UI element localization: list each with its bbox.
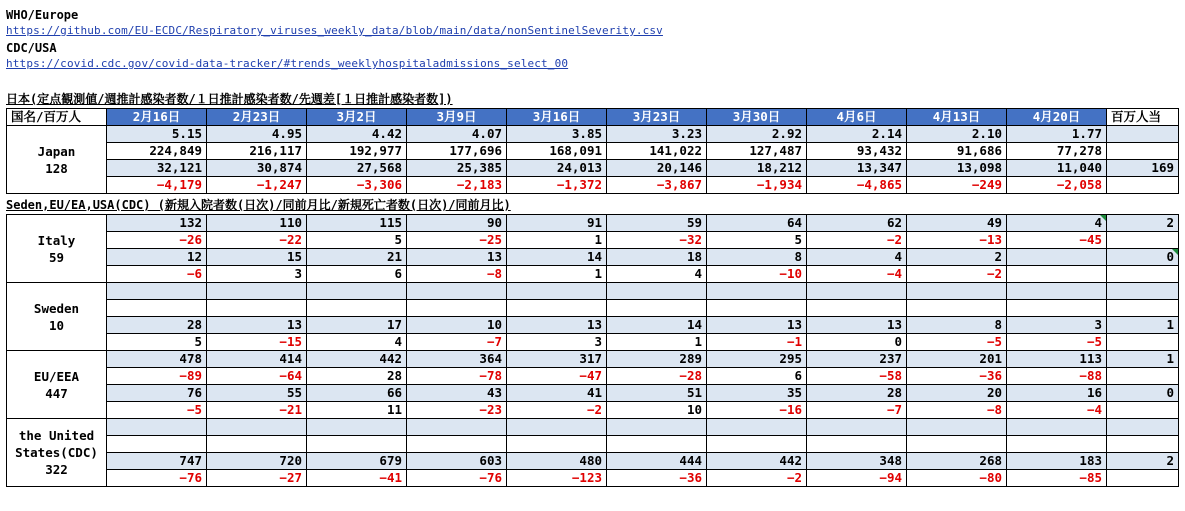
table-row — [7, 266, 1179, 283]
data-cell — [307, 436, 407, 453]
data-cell: −4 — [807, 266, 907, 283]
data-cell: 24,013 — [507, 160, 607, 177]
data-cell — [807, 419, 907, 436]
data-cell: 5 — [307, 232, 407, 249]
data-cell: 2.92 — [707, 126, 807, 143]
data-cell — [107, 300, 207, 317]
date-header-cell: 4月20日 — [1007, 109, 1107, 126]
data-cell: 141,022 — [607, 143, 707, 160]
data-cell: 289 — [607, 351, 707, 368]
data-cell — [1007, 266, 1107, 283]
data-cell: 13,347 — [807, 160, 907, 177]
data-cell: 14 — [607, 317, 707, 334]
country-population: 59 — [48, 249, 65, 265]
date-header-cell: 3月23日 — [607, 109, 707, 126]
data-cell: 201 — [907, 351, 1007, 368]
data-cell: 18 — [607, 249, 707, 266]
data-cell: 41 — [507, 385, 607, 402]
data-cell — [1107, 300, 1179, 317]
data-cell: 1 — [607, 334, 707, 351]
data-cell: 59 — [607, 215, 707, 232]
data-cell: −78 — [407, 368, 507, 385]
table-row — [7, 419, 1179, 436]
data-cell: 1 — [1107, 317, 1179, 334]
data-cell: 6 — [307, 266, 407, 283]
data-cell: 18,212 — [707, 160, 807, 177]
data-cell: −5 — [907, 334, 1007, 351]
data-cell: 16 — [1007, 385, 1107, 402]
data-cell: 91,686 — [907, 143, 1007, 160]
data-cell — [1107, 283, 1179, 300]
data-cell: −7 — [807, 402, 907, 419]
table-row — [7, 232, 1179, 249]
data-cell — [1107, 266, 1179, 283]
data-cell: 0 — [1107, 249, 1179, 266]
data-cell: 25,385 — [407, 160, 507, 177]
data-cell: 3 — [1007, 317, 1107, 334]
data-cell: 268 — [907, 453, 1007, 470]
data-cell: 113 — [1007, 351, 1107, 368]
data-cell — [1007, 283, 1107, 300]
data-cell: 4.07 — [407, 126, 507, 143]
data-cell: 679 — [307, 453, 407, 470]
data-cell: −85 — [1007, 470, 1107, 487]
data-cell — [507, 436, 607, 453]
data-cell: −8 — [407, 266, 507, 283]
country-population: 447 — [45, 385, 68, 401]
data-cell: −36 — [907, 368, 1007, 385]
data-cell: 11,040 — [1007, 160, 1107, 177]
data-cell: 747 — [107, 453, 207, 470]
country-cell — [7, 351, 107, 419]
data-cell: −8 — [907, 402, 1007, 419]
data-cell — [407, 300, 507, 317]
data-cell — [707, 300, 807, 317]
data-cell: −80 — [907, 470, 1007, 487]
data-cell — [1007, 436, 1107, 453]
japan-table — [6, 108, 1179, 194]
data-cell — [1007, 249, 1107, 266]
cdc-usa-label: CDC/USA — [6, 41, 57, 55]
data-cell: 0 — [807, 334, 907, 351]
table-row — [7, 351, 1179, 368]
data-cell: 177,696 — [407, 143, 507, 160]
country-cell — [7, 215, 107, 283]
data-cell — [1107, 334, 1179, 351]
data-cell: 4 — [1007, 215, 1107, 232]
data-cell — [407, 436, 507, 453]
date-header-cell: 2月16日 — [107, 109, 207, 126]
data-cell: 77,278 — [1007, 143, 1107, 160]
data-cell: 13,098 — [907, 160, 1007, 177]
japan-table-title: 日本(定点観測値/週推計感染者数/１日推計感染者数/先週差[１日推計感染者数]) — [6, 92, 453, 106]
data-cell: 15 — [207, 249, 307, 266]
data-cell: 317 — [507, 351, 607, 368]
data-cell: 2 — [1107, 453, 1179, 470]
country-name: Sweden — [33, 300, 80, 316]
data-cell: 55 — [207, 385, 307, 402]
data-cell: 478 — [107, 351, 207, 368]
data-cell: 5 — [707, 232, 807, 249]
data-cell: −2 — [907, 266, 1007, 283]
data-cell: −2 — [807, 232, 907, 249]
cdc-usa-link[interactable]: https://covid.cdc.gov/covid-data-tracker/#trends_weeklyhospitaladmissions_select_00 — [6, 57, 569, 70]
date-header-cell: 3月16日 — [507, 109, 607, 126]
data-cell: −21 — [207, 402, 307, 419]
country-name: Italy — [37, 232, 76, 248]
country-population: 128 — [45, 160, 68, 176]
data-cell: −5 — [1007, 334, 1107, 351]
country-population: 322 — [45, 462, 68, 477]
data-cell — [107, 419, 207, 436]
data-cell: 6 — [707, 368, 807, 385]
table-row — [7, 402, 1179, 419]
data-cell: 603 — [407, 453, 507, 470]
data-cell: 364 — [407, 351, 507, 368]
data-cell: 192,977 — [307, 143, 407, 160]
date-header-cell: 3月2日 — [307, 109, 407, 126]
country-cell — [7, 283, 107, 351]
data-cell: −45 — [1007, 232, 1107, 249]
data-cell: −22 — [207, 232, 307, 249]
data-cell: 62 — [807, 215, 907, 232]
data-cell: 442 — [707, 453, 807, 470]
data-cell: 13 — [707, 317, 807, 334]
data-cell — [1107, 177, 1179, 194]
data-cell: 3 — [207, 266, 307, 283]
data-cell: 4.95 — [207, 126, 307, 143]
date-header-cell: 2月23日 — [207, 109, 307, 126]
data-cell: 237 — [807, 351, 907, 368]
country-cell — [7, 419, 107, 487]
data-cell: 2 — [1107, 215, 1179, 232]
data-cell: −1 — [707, 334, 807, 351]
data-cell — [1007, 300, 1107, 317]
data-cell — [807, 283, 907, 300]
data-cell — [207, 283, 307, 300]
data-cell: −4,179 — [107, 177, 207, 194]
data-cell: 1 — [507, 232, 607, 249]
country-name: Japan — [37, 143, 76, 159]
data-cell: 444 — [607, 453, 707, 470]
data-cell: 13 — [207, 317, 307, 334]
per-million-header-cell: 百万人当 — [1107, 109, 1179, 126]
data-cell: −23 — [407, 402, 507, 419]
data-cell: 183 — [1007, 453, 1107, 470]
data-cell: −26 — [107, 232, 207, 249]
data-cell: 8 — [707, 249, 807, 266]
who-europe-label: WHO/Europe — [6, 8, 79, 22]
hospital-table — [6, 214, 1179, 487]
data-cell: 13 — [807, 317, 907, 334]
data-cell: −123 — [507, 470, 607, 487]
data-cell — [707, 283, 807, 300]
country-name: EU/EEA — [33, 368, 80, 384]
data-cell — [207, 300, 307, 317]
table-row — [7, 368, 1179, 385]
data-cell: 28 — [307, 368, 407, 385]
data-cell: −4,865 — [807, 177, 907, 194]
data-cell: 110 — [207, 215, 307, 232]
data-cell: 11 — [307, 402, 407, 419]
data-cell: 12 — [107, 249, 207, 266]
data-cell: 0 — [1107, 385, 1179, 402]
table-row — [7, 143, 1179, 160]
data-cell: −3,867 — [607, 177, 707, 194]
data-cell: 17 — [307, 317, 407, 334]
data-cell — [907, 436, 1007, 453]
data-cell: −2 — [507, 402, 607, 419]
data-cell — [807, 300, 907, 317]
data-cell: 5.15 — [107, 126, 207, 143]
data-cell: −76 — [107, 470, 207, 487]
data-cell: 64 — [707, 215, 807, 232]
data-cell: −6 — [107, 266, 207, 283]
data-cell: 91 — [507, 215, 607, 232]
data-cell: 1 — [1107, 351, 1179, 368]
data-cell — [607, 283, 707, 300]
table-row — [7, 453, 1179, 470]
data-cell — [907, 283, 1007, 300]
data-cell — [207, 419, 307, 436]
data-cell: 4.42 — [307, 126, 407, 143]
data-cell: 4 — [807, 249, 907, 266]
data-cell: 30,874 — [207, 160, 307, 177]
data-cell: −15 — [207, 334, 307, 351]
data-cell: −89 — [107, 368, 207, 385]
data-cell: 28 — [807, 385, 907, 402]
data-cell: 49 — [907, 215, 1007, 232]
data-cell: −2,183 — [407, 177, 507, 194]
data-cell: 127,487 — [707, 143, 807, 160]
table-row — [7, 215, 1179, 232]
data-cell: 13 — [407, 249, 507, 266]
data-cell — [907, 419, 1007, 436]
data-cell — [1107, 436, 1179, 453]
data-cell — [1107, 402, 1179, 419]
data-cell: −7 — [407, 334, 507, 351]
data-cell: −3,306 — [307, 177, 407, 194]
data-cell: 10 — [607, 402, 707, 419]
data-cell: 3.85 — [507, 126, 607, 143]
data-cell: 168,091 — [507, 143, 607, 160]
header-row — [7, 109, 1179, 126]
data-cell: −10 — [707, 266, 807, 283]
data-cell — [1107, 143, 1179, 160]
data-cell — [1107, 126, 1179, 143]
data-cell: −25 — [407, 232, 507, 249]
data-cell: 20 — [907, 385, 1007, 402]
table-row — [7, 470, 1179, 487]
data-cell — [1107, 470, 1179, 487]
data-cell: 3 — [507, 334, 607, 351]
table-row — [7, 300, 1179, 317]
data-cell — [1107, 419, 1179, 436]
country-cell — [7, 126, 107, 194]
data-cell — [707, 436, 807, 453]
data-cell: 1.77 — [1007, 126, 1107, 143]
data-cell: 480 — [507, 453, 607, 470]
data-cell — [1107, 368, 1179, 385]
data-cell: 13 — [507, 317, 607, 334]
data-cell: 10 — [407, 317, 507, 334]
data-cell: 216,117 — [207, 143, 307, 160]
data-cell — [807, 436, 907, 453]
data-cell: −88 — [1007, 368, 1107, 385]
data-cell — [407, 283, 507, 300]
table-row — [7, 334, 1179, 351]
data-cell: 414 — [207, 351, 307, 368]
hospital-table-title: Seden,EU/EA,USA(CDC) (新規入院者数(日次)/同前月比/新規死亡者数(日次)/同前月比) — [6, 198, 511, 212]
date-header-cell: 3月30日 — [707, 109, 807, 126]
data-cell: −28 — [607, 368, 707, 385]
data-cell — [707, 419, 807, 436]
data-cell: −16 — [707, 402, 807, 419]
data-cell: 2.14 — [807, 126, 907, 143]
data-cell: 51 — [607, 385, 707, 402]
data-cell: −13 — [907, 232, 1007, 249]
data-cell: 224,849 — [107, 143, 207, 160]
data-cell: 76 — [107, 385, 207, 402]
data-cell — [507, 419, 607, 436]
data-cell: −64 — [207, 368, 307, 385]
data-cell — [107, 436, 207, 453]
data-cell — [607, 419, 707, 436]
data-cell — [507, 283, 607, 300]
data-cell: 90 — [407, 215, 507, 232]
data-cell — [507, 300, 607, 317]
table-row — [7, 177, 1179, 194]
data-cell: −94 — [807, 470, 907, 487]
data-cell: 32,121 — [107, 160, 207, 177]
data-cell: −41 — [307, 470, 407, 487]
data-cell: −1,934 — [707, 177, 807, 194]
data-cell: −76 — [407, 470, 507, 487]
data-cell: 295 — [707, 351, 807, 368]
data-cell — [307, 300, 407, 317]
data-cell: 1 — [507, 266, 607, 283]
table-row — [7, 126, 1179, 143]
data-cell — [407, 419, 507, 436]
data-cell: 28 — [107, 317, 207, 334]
data-cell — [607, 300, 707, 317]
data-cell: 14 — [507, 249, 607, 266]
data-cell: 115 — [307, 215, 407, 232]
data-cell — [107, 283, 207, 300]
data-cell: 169 — [1107, 160, 1179, 177]
data-cell: 132 — [107, 215, 207, 232]
data-cell — [207, 436, 307, 453]
data-cell: 2 — [907, 249, 1007, 266]
data-cell — [307, 283, 407, 300]
data-cell: 4 — [607, 266, 707, 283]
data-cell: 348 — [807, 453, 907, 470]
data-cell: −2,058 — [1007, 177, 1107, 194]
table-row — [7, 385, 1179, 402]
date-header-cell: 4月13日 — [907, 109, 1007, 126]
data-cell: −5 — [107, 402, 207, 419]
data-cell: 3.23 — [607, 126, 707, 143]
data-cell: 21 — [307, 249, 407, 266]
table-row — [7, 160, 1179, 177]
data-cell: −2 — [707, 470, 807, 487]
data-cell: 5 — [107, 334, 207, 351]
data-cell: 2.10 — [907, 126, 1007, 143]
country-population: 10 — [48, 317, 65, 333]
data-cell: 35 — [707, 385, 807, 402]
who-europe-link[interactable]: https://github.com/EU-ECDC/Respiratory_viruses_weekly_data/blob/main/data/nonSentinelSeverity.csv — [6, 24, 663, 37]
date-header-cell: 4月6日 — [807, 109, 907, 126]
table-row — [7, 436, 1179, 453]
data-cell: −32 — [607, 232, 707, 249]
table-row — [7, 317, 1179, 334]
data-cell: −249 — [907, 177, 1007, 194]
data-cell: −47 — [507, 368, 607, 385]
data-cell: −1,372 — [507, 177, 607, 194]
data-cell: 43 — [407, 385, 507, 402]
data-cell: 27,568 — [307, 160, 407, 177]
data-cell: −58 — [807, 368, 907, 385]
data-cell: 8 — [907, 317, 1007, 334]
data-cell: −1,247 — [207, 177, 307, 194]
data-cell: 4 — [307, 334, 407, 351]
date-header-cell: 3月9日 — [407, 109, 507, 126]
corner-label-cell: 国名/百万人 — [7, 109, 107, 126]
table-row — [7, 283, 1179, 300]
data-cell: 442 — [307, 351, 407, 368]
data-cell — [907, 300, 1007, 317]
country-name: the United States(CDC) — [15, 428, 98, 460]
table-row — [7, 249, 1179, 266]
data-cell: −4 — [1007, 402, 1107, 419]
data-cell: 66 — [307, 385, 407, 402]
data-cell: −36 — [607, 470, 707, 487]
data-cell — [1107, 232, 1179, 249]
data-cell: 20,146 — [607, 160, 707, 177]
data-cell: 93,432 — [807, 143, 907, 160]
data-cell — [1007, 419, 1107, 436]
data-cell — [607, 436, 707, 453]
data-cell: −27 — [207, 470, 307, 487]
data-cell: 720 — [207, 453, 307, 470]
data-cell — [307, 419, 407, 436]
